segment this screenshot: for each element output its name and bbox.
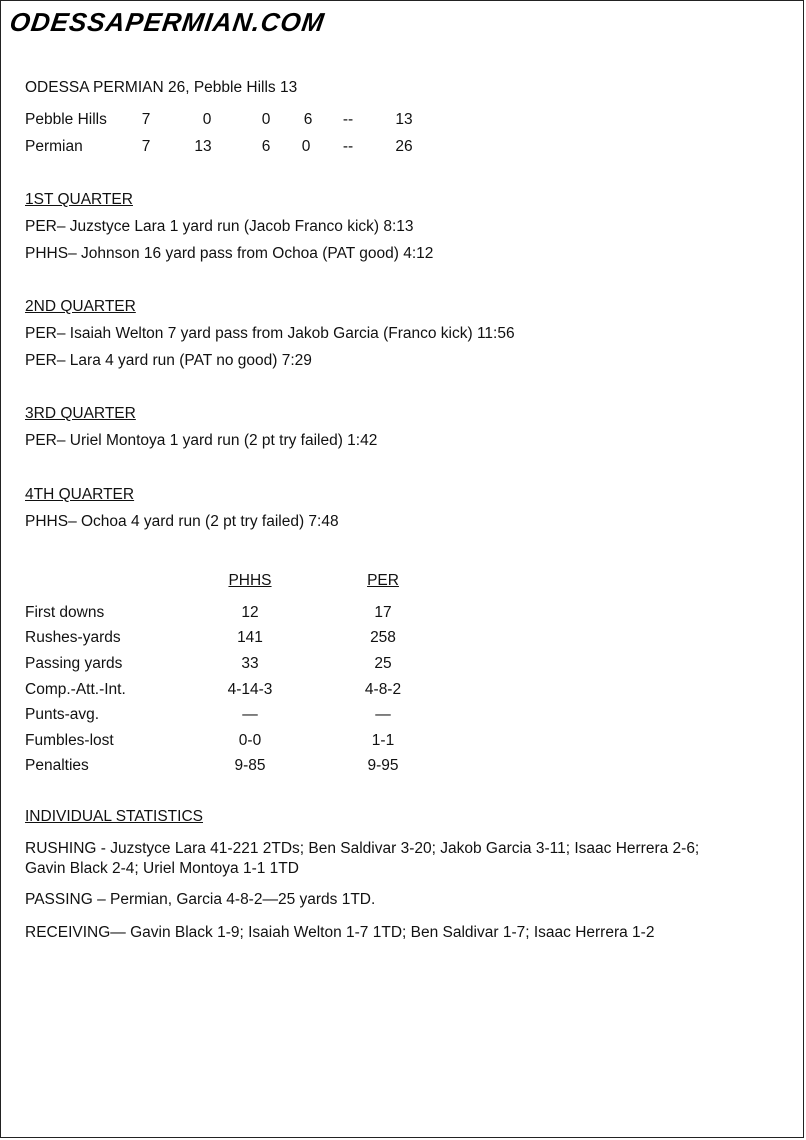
- stats-column-header: PHHS: [228, 572, 272, 589]
- stats-label: Comp.-Att.-Int.: [25, 681, 126, 698]
- team-name: Permian: [25, 138, 83, 155]
- stats-label: Fumbles-lost: [25, 732, 114, 749]
- score-q3: 6: [261, 138, 271, 155]
- stats-value-per: 25: [374, 655, 392, 672]
- stats-value-per: 9-95: [367, 757, 399, 774]
- score-q2: 0: [202, 111, 212, 128]
- scoring-play: PHHS– Johnson 16 yard pass from Ochoa (PAT good) 4:12: [25, 245, 434, 262]
- quarter-header: 1ST QUARTER: [25, 191, 133, 208]
- stats-value-phhs: —: [242, 706, 258, 723]
- stats-label: Punts-avg.: [25, 706, 100, 723]
- rushing-stats-line: RUSHING - Juzstyce Lara 41-221 2TDs; Ben Saldivar 3-20; Jakob Garcia 3-11; Isaac Herrera 2-6;: [25, 840, 700, 857]
- score-q1: 7: [141, 138, 151, 155]
- score-separator: --: [342, 138, 354, 155]
- stats-value-phhs: 4-14-3: [227, 681, 273, 698]
- scoring-play: PER– Lara 4 yard run (PAT no good) 7:29: [25, 352, 312, 369]
- stats-value-phhs: 0-0: [238, 732, 262, 749]
- stats-value-per: —: [375, 706, 391, 723]
- scoring-play: PER– Juzstyce Lara 1 yard run (Jacob Franco kick) 8:13: [25, 218, 414, 235]
- stats-value-per: 258: [370, 629, 396, 646]
- score-final: 26: [395, 138, 413, 155]
- stats-value-per: 4-8-2: [364, 681, 402, 698]
- scoring-play: PHHS– Ochoa 4 yard run (2 pt try failed) 7:48: [25, 513, 339, 530]
- score-q4: 0: [301, 138, 311, 155]
- team-name: Pebble Hills: [25, 111, 107, 128]
- score-q2: 13: [194, 138, 212, 155]
- score-final: 13: [395, 111, 413, 128]
- site-masthead: ODESSAPERMIAN.COM: [7, 7, 327, 37]
- stats-value-phhs: 33: [241, 655, 259, 672]
- rushing-stats-line: Gavin Black 2-4; Uriel Montoya 1-1 1TD: [25, 860, 299, 877]
- scoring-play: PER– Isaiah Welton 7 yard pass from Jakob Garcia (Franco kick) 11:56: [25, 325, 515, 342]
- stats-value-per: 17: [374, 604, 392, 621]
- quarter-header: 2ND QUARTER: [25, 298, 136, 315]
- stats-column-header: PER: [367, 572, 399, 589]
- quarter-header: 4TH QUARTER: [25, 486, 135, 503]
- stats-label: Rushes-yards: [25, 629, 121, 646]
- stats-value-phhs: 12: [241, 604, 259, 621]
- score-q3: 0: [261, 111, 271, 128]
- quarter-header: 3RD QUARTER: [25, 405, 136, 422]
- stats-label: Penalties: [25, 757, 89, 774]
- passing-stats: PASSING – Permian, Garcia 4-8-2—25 yards 1TD.: [25, 891, 376, 908]
- stats-value-per: 1-1: [371, 732, 395, 749]
- stats-value-phhs: 141: [237, 629, 263, 646]
- receiving-stats: RECEIVING— Gavin Black 1-9; Isaiah Welton 1-7 1TD; Ben Saldivar 1-7; Isaac Herrera 1-2: [25, 924, 655, 941]
- score-q4: 6: [303, 111, 313, 128]
- individual-stats-header: INDIVIDUAL STATISTICS: [25, 808, 203, 825]
- stats-label: Passing yards: [25, 655, 123, 672]
- score-separator: --: [342, 111, 354, 128]
- scoring-play: PER– Uriel Montoya 1 yard run (2 pt try failed) 1:42: [25, 432, 378, 449]
- stats-label: First downs: [25, 604, 105, 621]
- headline: ODESSA PERMIAN 26, Pebble Hills 13: [25, 79, 298, 96]
- stats-value-phhs: 9-85: [234, 757, 266, 774]
- score-q1: 7: [141, 111, 151, 128]
